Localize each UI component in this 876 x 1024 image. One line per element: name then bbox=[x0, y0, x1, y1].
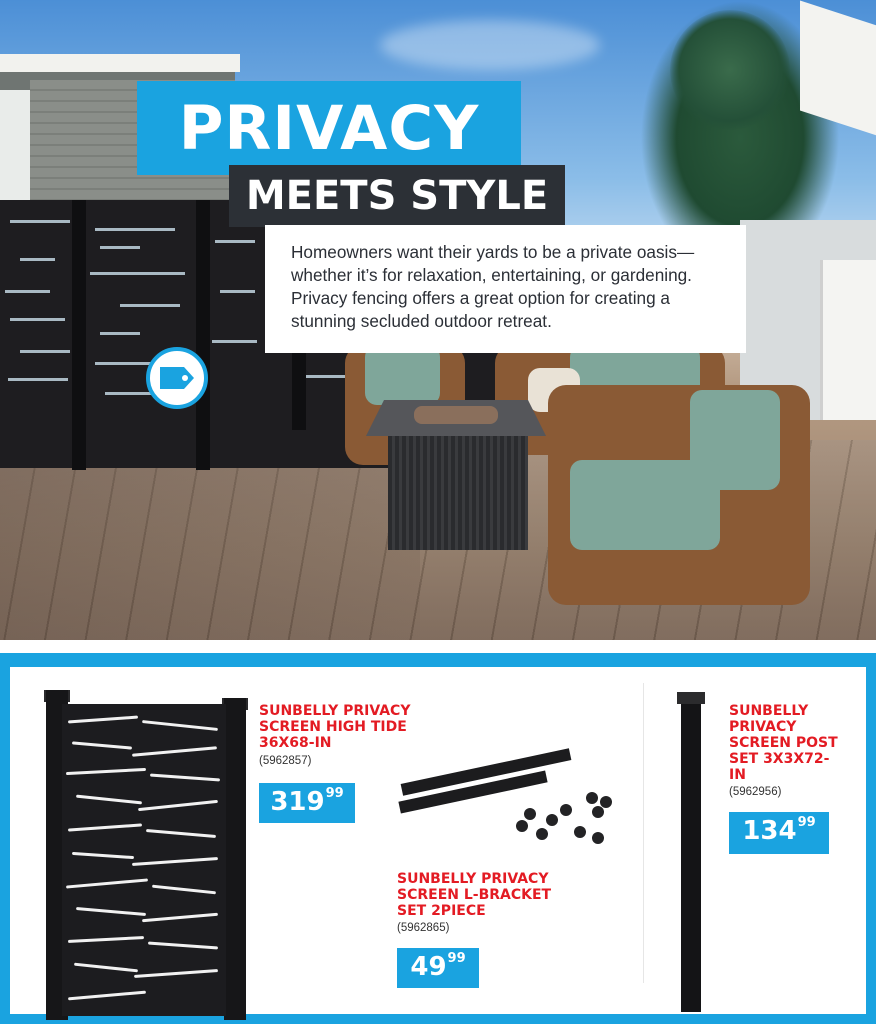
product-sku: (5962865) bbox=[397, 922, 450, 934]
price-badge bbox=[729, 812, 829, 854]
privacy-screen-image bbox=[40, 690, 248, 1020]
product-sku: (5962956) bbox=[729, 786, 782, 798]
price-tag-icon bbox=[158, 365, 196, 391]
price-cents: 99 bbox=[447, 951, 466, 966]
price-cents: 99 bbox=[325, 786, 344, 801]
price-cents: 99 bbox=[797, 815, 816, 830]
price-dollars: 319 bbox=[270, 787, 325, 817]
fire-pit-table bbox=[366, 400, 546, 550]
headline-meets-style: MEETS STYLE bbox=[229, 165, 565, 227]
headline-privacy: PRIVACY bbox=[137, 81, 521, 175]
price-dollars: 134 bbox=[742, 816, 797, 846]
cloud bbox=[380, 20, 600, 70]
product-sku: (5962857) bbox=[259, 755, 312, 767]
price-tag-badge bbox=[146, 347, 208, 409]
product-name: SUNBELLY PRIVACY SCREEN HIGH TIDE 36X68-IN bbox=[259, 703, 411, 751]
price-dollars: 49 bbox=[410, 952, 447, 982]
column-divider bbox=[643, 683, 644, 983]
post-set-image bbox=[677, 692, 705, 1012]
product-name: SUNBELLY PRIVACY SCREEN POST SET 3X3X72-IN bbox=[729, 703, 838, 783]
fence-post bbox=[72, 200, 86, 470]
l-bracket-set-image bbox=[396, 728, 620, 858]
fence-post bbox=[196, 200, 210, 470]
price-badge bbox=[259, 783, 355, 823]
intro-text: Homeowners want their yards to be a private oasis—whether it’s for relaxation, entertaining, or gardening. Privacy fencing offers a great option for creating a stunning secluded outdoor retreat. bbox=[265, 225, 746, 353]
price-badge bbox=[397, 948, 479, 988]
tree-crown bbox=[670, 10, 790, 130]
product-name: SUNBELLY PRIVACY SCREEN L-BRACKET SET 2PIECE bbox=[397, 871, 552, 919]
